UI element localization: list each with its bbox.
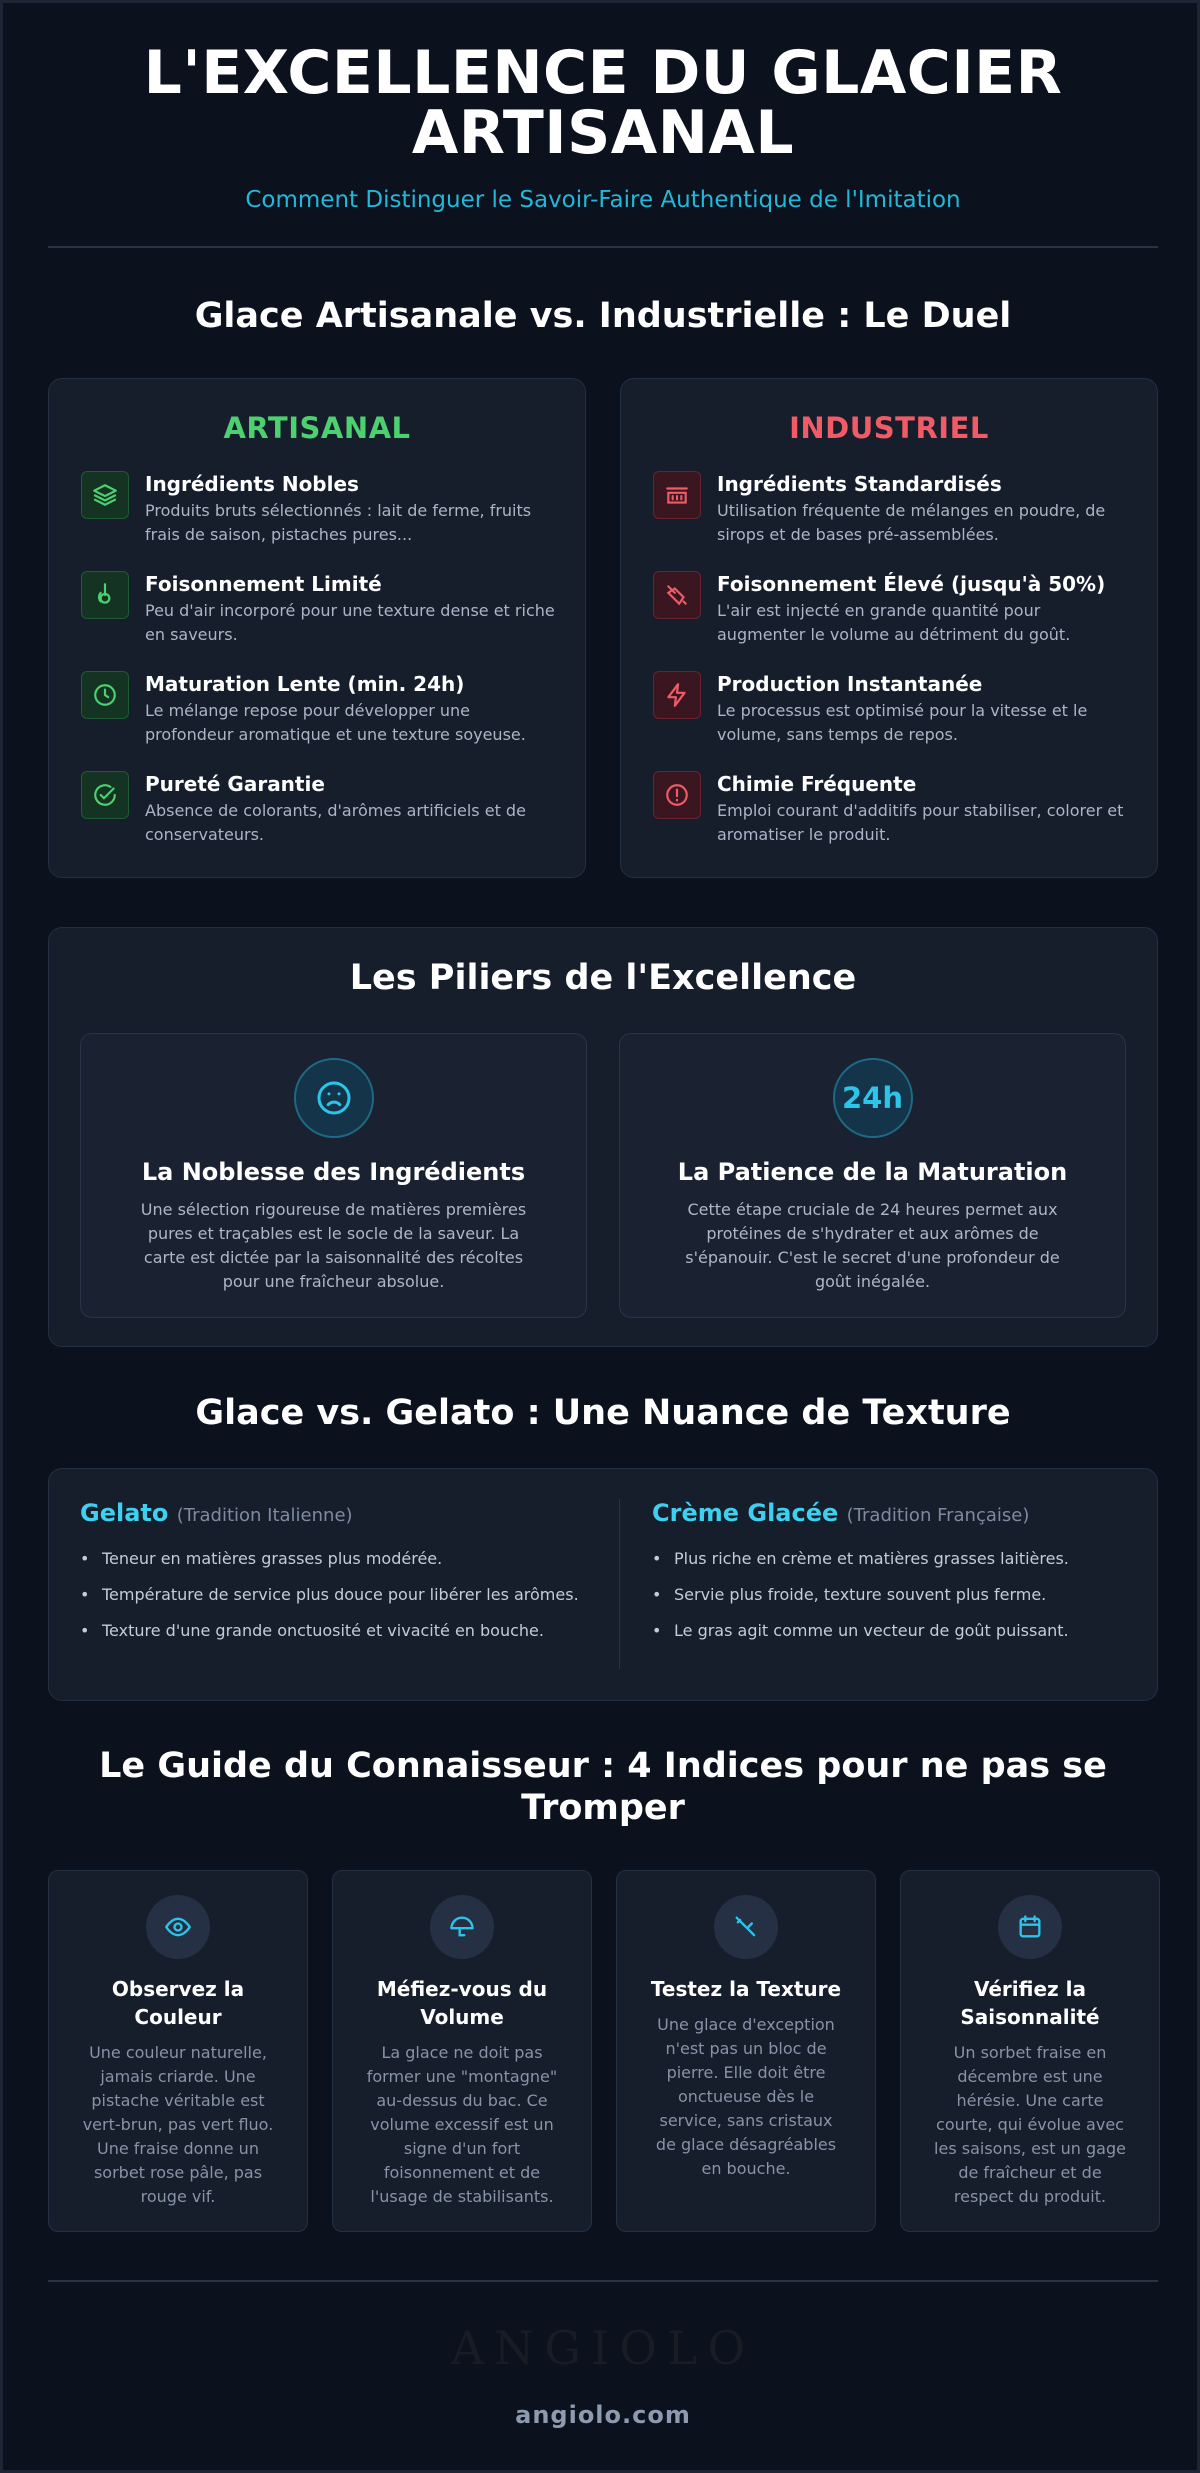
feature-desc: Le mélange repose pour développer une profondeur aromatique et une texture soyeuse.: [145, 701, 526, 744]
divider: [48, 246, 1158, 248]
layers-icon: [81, 471, 129, 519]
list-item: • Température de service plus douce pour libérer les arômes.: [80, 1585, 579, 1604]
artisanal-feature: [81, 671, 561, 747]
feature-desc: Utilisation fréquente de mélanges en poudre, de sirops et de bases pré-assemblées.: [717, 501, 1106, 544]
creme-name: Crème Glacée: [652, 1499, 839, 1527]
industriel-heading: INDUSTRIEL: [789, 411, 989, 445]
industriel-feature: [653, 471, 1133, 547]
list-item: • Le gras agit comme un vecteur de goût puissant.: [652, 1621, 1069, 1640]
pillar-badge: 24h: [833, 1058, 913, 1138]
texture-title: Glace vs. Gelato : Une Nuance de Texture: [195, 1393, 1011, 1433]
feature-desc: Emploi courant d'additifs pour stabiliser, colorer et aromatiser le produit.: [717, 801, 1124, 844]
list-item: • Teneur en matières grasses plus modérée.: [80, 1549, 443, 1568]
list-item: • Plus riche en crème et matières grasses laitières.: [652, 1549, 1069, 1568]
gelato-origin: (Tradition Italienne): [176, 1505, 353, 1526]
column-divider: [619, 1499, 620, 1669]
duel-title: Glace Artisanale vs. Industrielle : Le Duel: [194, 296, 1012, 336]
gelato-points: [80, 1547, 580, 1642]
guide-title: Le Guide du Connaisseur : 4 Indices pour ne pas se Tromper: [99, 1746, 1107, 1828]
tip-card: [900, 1870, 1160, 2232]
page-title: [48, 38, 1158, 168]
factory-icon: [653, 471, 701, 519]
artisanal-card: [48, 378, 586, 878]
spoon-icon: [714, 1895, 778, 1959]
feature-desc: L'air est injecté en grande quantité pour augmenter le volume au détriment du goût.: [717, 601, 1071, 644]
industriel-feature: [653, 771, 1133, 847]
whisk-icon: [81, 571, 129, 619]
brand-logo: ANGIOLO: [450, 2321, 756, 2375]
texture-card: [48, 1468, 1158, 1701]
artisanal-feature: [81, 471, 561, 547]
tip-card: [616, 1870, 876, 2232]
feature-desc: Absence de colorants, d'arômes artificiels et de conservateurs.: [145, 801, 526, 844]
artisanal-feature: [81, 571, 561, 647]
artisanal-feature: [81, 771, 561, 847]
feature-desc: Peu d'air incorporé pour une texture dense et riche en saveurs.: [145, 601, 555, 644]
title-line-2: ARTISANAL: [411, 98, 795, 168]
feature-title: Ingrédients Nobles: [145, 472, 359, 496]
pillars-panel: [48, 927, 1158, 1347]
feature-title: Chimie Fréquente: [717, 772, 917, 796]
creme-heading: [652, 1499, 1132, 1527]
pillar-title: La Noblesse des Ingrédients: [141, 1158, 526, 1186]
tip-desc: Une couleur naturelle, jamais criarde. Une pistache véritable est vert-brun, pas vert fluo. Une fraise donne un sorbet rose pâle, pas rouge vif.: [82, 2043, 274, 2206]
industriel-feature: [653, 671, 1133, 747]
pillars-title: Les Piliers de l'Excellence: [349, 958, 857, 998]
feature-title: Ingrédients Standardisés: [717, 472, 1002, 496]
artisanal-heading: ARTISANAL: [223, 411, 411, 445]
creme-column: [652, 1499, 1132, 1655]
feature-title: Foisonnement Élevé (jusqu'à 50%): [717, 572, 1106, 596]
eye-icon: [146, 1895, 210, 1959]
footer-url[interactable]: angiolo.com: [515, 2401, 691, 2429]
tip-title: Testez la Texture: [650, 1977, 842, 2001]
list-item: • Texture d'une grande onctuosité et vivacité en bouche.: [80, 1621, 544, 1640]
feature-title: Production Instantanée: [717, 672, 983, 696]
alert-circle-icon: [653, 771, 701, 819]
lightning-icon: [653, 671, 701, 719]
feature-title: Foisonnement Limité: [145, 572, 382, 596]
industriel-feature: [653, 571, 1133, 647]
page-subtitle: Comment Distinguer le Savoir-Faire Authentique de l'Imitation: [245, 187, 961, 213]
sad-face-icon: [294, 1058, 374, 1138]
tip-desc: Un sorbet fraise en décembre est une hérésie. Une carte courte, qui évolue avec les saisons, est un gage de fraîcheur et de respect du produit.: [934, 2043, 1126, 2206]
tip-title: Observez la Couleur: [111, 1977, 245, 2029]
clock-icon: [81, 671, 129, 719]
feature-desc: Le processus est optimisé pour la vitesse et le volume, sans temps de repos.: [717, 701, 1088, 744]
calendar-icon: [998, 1895, 1062, 1959]
tip-title: Vérifiez la Saisonnalité: [960, 1977, 1100, 2029]
industriel-card: [620, 378, 1158, 878]
pillar-title: La Patience de la Maturation: [677, 1158, 1068, 1186]
tip-desc: La glace ne doit pas former une "montagne" au-dessus du bac. Ce volume excessif est un signe d'un fort foisonnement et de l'usage de stabilisants.: [366, 2043, 558, 2206]
tip-card: [332, 1870, 592, 2232]
gelato-column: [80, 1499, 580, 1655]
title-line-1: L'EXCELLENCE DU GLACIER: [143, 38, 1063, 108]
feature-desc: Produits bruts sélectionnés : lait de ferme, fruits frais de saison, pistaches pures...: [145, 501, 532, 544]
tip-desc: Une glace d'exception n'est pas un bloc de pierre. Elle doit être onctueuse dès le service, sans cristaux de glace désagréables en bouche.: [655, 2015, 837, 2178]
footer-divider: [48, 2280, 1158, 2282]
tip-title: Méfiez-vous du Volume: [376, 1977, 548, 2029]
creme-origin: (Tradition Française): [846, 1505, 1030, 1526]
list-item: • Servie plus froide, texture souvent plus ferme.: [652, 1585, 1047, 1604]
pillar-desc: Cette étape cruciale de 24 heures permet aux protéines de s'hydrater et aux arômes de s'épanouir. C'est le secret d'une profondeur de goût inégalée.: [685, 1200, 1060, 1291]
dome-icon: [430, 1895, 494, 1959]
pillar-desc: Une sélection rigoureuse de matières premières pures et traçables est le socle de la saveur. La carte est dictée par la saisonnalité des récoltes pour une fraîcheur absolue.: [140, 1200, 527, 1291]
air-pump-icon: [653, 571, 701, 619]
hero-header: [48, 38, 1158, 213]
gelato-name: Gelato: [80, 1499, 169, 1527]
feature-title: Pureté Garantie: [145, 772, 325, 796]
tip-card: [48, 1870, 308, 2232]
feature-title: Maturation Lente (min. 24h): [145, 672, 465, 696]
check-circle-icon: [81, 771, 129, 819]
creme-points: [652, 1547, 1132, 1642]
pillar-card: [80, 1033, 587, 1318]
pillar-card: [619, 1033, 1126, 1318]
gelato-heading: [80, 1499, 580, 1527]
